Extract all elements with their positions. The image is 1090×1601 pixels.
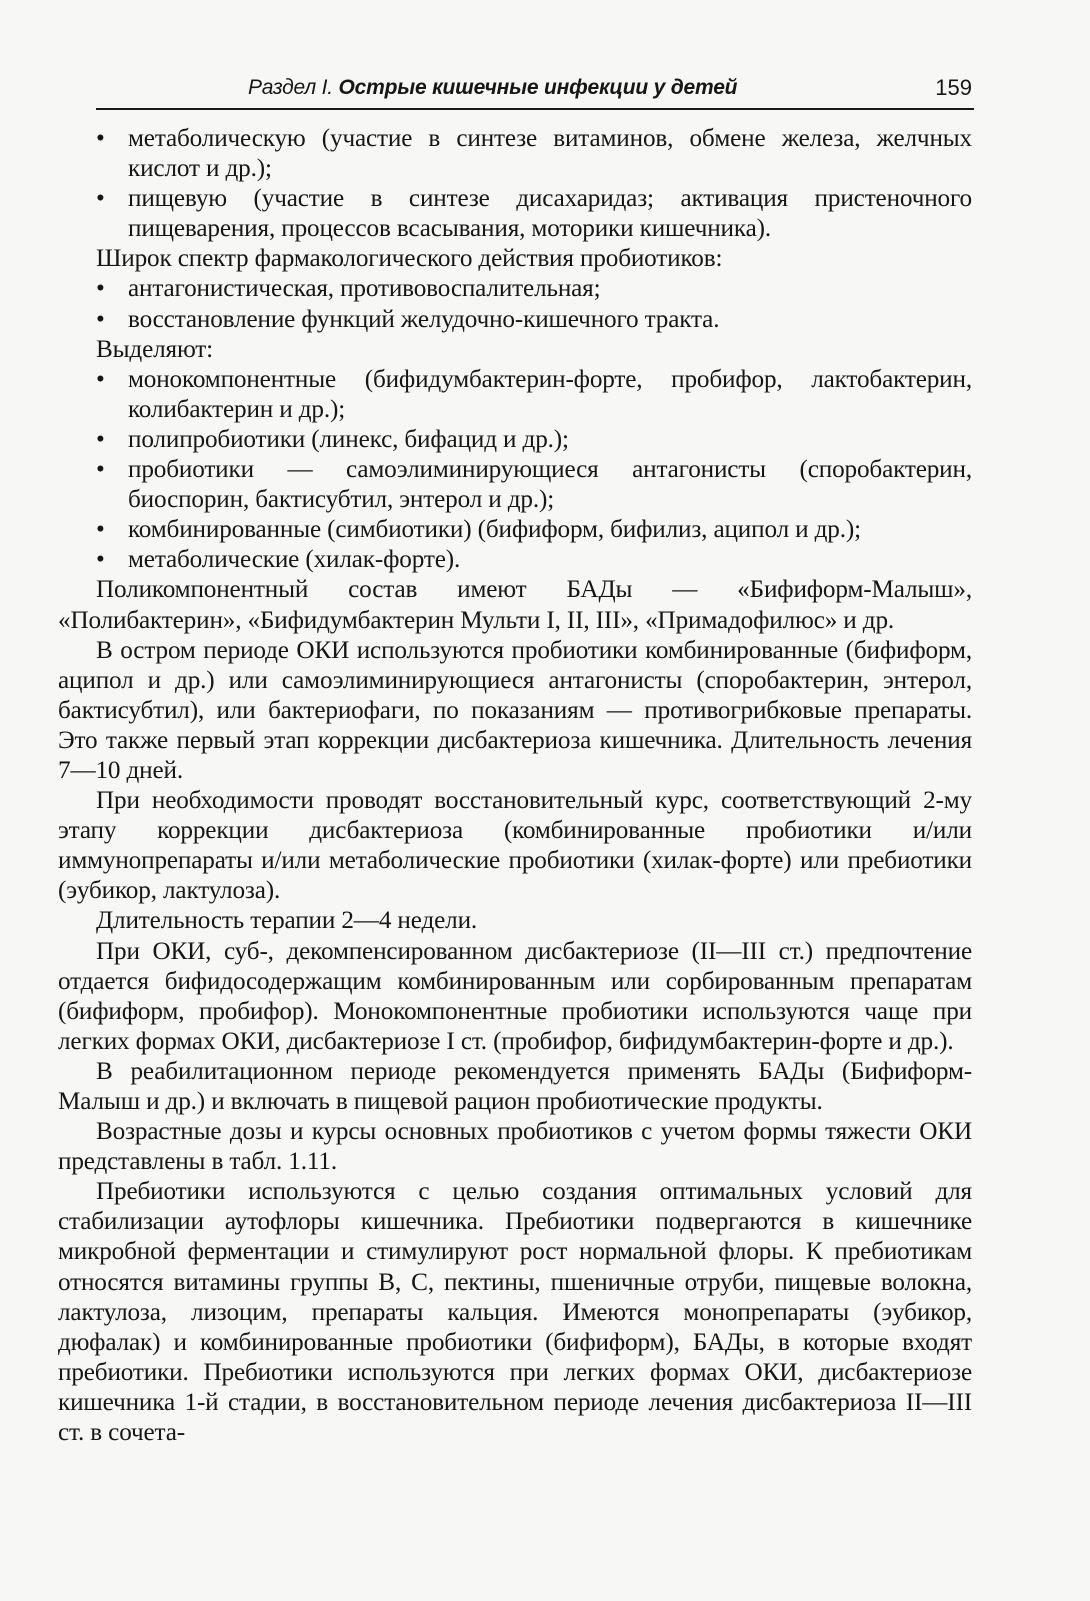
paragraph: Выделяют: (96, 335, 214, 363)
running-header (96, 72, 974, 110)
bullet-item: • метаболические (хилак-форте). (58, 545, 972, 575)
section-label: Раздел I. (248, 76, 333, 99)
paragraph: При ОКИ, суб-, декомпенсированном дисбактериозе (II—III ст.) предпочтение отдается бифидосодержащим комбинированным или сорбированным препаратам (бифиформ, пробифор). Монокомпонентные пробиотики используются чаще при легких формах ОКИ, дисбактериозе I ст. (пробифор, бифидумбактерин-форте и др.). (58, 937, 972, 1055)
paragraph: Широк спектр фармакологического действия пробиотиков: (96, 245, 723, 273)
bullet-item: • комбинированные (симбиотики) (бифиформ, бифилиз, аципол и др.); (58, 515, 972, 545)
page-number: 159 (935, 75, 972, 100)
bullet-item: • метаболическую (участие в синтезе витаминов, обмене железа, желчных кислот и др.); (58, 124, 972, 184)
header-title (248, 76, 737, 100)
paragraph: Пребиотики используются с целью создания оптимальных условий для стабилизации аутофлоры кишечника. Пребиотики подвергаются в кишечнике микробной ферментации и стимулируют рост нормальной флоры. К пребиотикам относятся витамины группы В, С, пектины, пшеничные отруби, пищевые волокна, лактулоза, лизоцим, препараты кальция. Имеются монопрепараты (эубикор, дюфалак) и комбинированные пробиотики (бифиформ), БАДы, в которые входят пребиотики. Пребиотики используются при легких формах ОКИ, дисбактериозе кишечника 1-й стадии, в восстановительном периоде лечения дисбактериоза II—III ст. в сочета- (58, 1178, 972, 1447)
paragraph: Возрастные дозы и курсы основных пробиотиков с учетом формы тяжести ОКИ представлены в табл. 1.11. (58, 1118, 972, 1176)
paragraph: В остром периоде ОКИ используются пробиотики комбинированные (бифиформ, аципол и др.) или самоэлиминирующиеся антагонисты (споробактерин, энтерол, бактисубтил), или бактериофаги, по показаниям — противогрибковые препараты. Это также первый этап коррекции дисбактериоза кишечника. Длительность лечения 7—10 дней. (58, 636, 972, 784)
bullet-item: • восстановление функций желудочно-кишечного тракта. (58, 305, 972, 335)
paragraph: При необходимости проводят восстановительный курс, соответствующий 2-му этапу коррекции дисбактериоза (комбинированные пробиотики и/или иммунопрепараты и/или метаболические пробиотики (хилак-форте) или пребиотики (эубикор, лактулоза). (58, 787, 972, 905)
bullet-item: • пищевую (участие в синтезе дисахаридаз; активация пристеночного пищеварения, процессов всасывания, моторики кишечника). (58, 184, 972, 244)
body-text (58, 124, 972, 1448)
bullet-item: • антагонистическая, противовоспалительная; (58, 274, 972, 304)
bullet-item: • полипробиотики (линекс, бифацид и др.); (58, 425, 972, 455)
paragraph: Длительность терапии 2—4 недели. (96, 907, 478, 935)
bullet-item: • монокомпонентные (бифидумбактерин-форте, пробифор, лактобактерин, колибактерин и др.); (58, 365, 972, 425)
chapter-title: Острые кишечные инфекции у детей (338, 76, 738, 99)
paragraph: В реабилитационном периоде рекомендуется применять БАДы (Бифиформ-Малыш и др.) и включать в пищевой рацион пробиотические продукты. (58, 1057, 972, 1115)
bullet-item: • пробиотики — самоэлиминирующиеся антагонисты (споробактерин, биоспорин, бактисубтил, энтерол и др.); (58, 455, 972, 515)
paragraph: Поликомпонентный состав имеют БАДы — «Бифиформ-Малыш», «Полибактерин», «Бифидумбактерин Мульти I, II, III», «Примадофилюс» и др. (58, 576, 972, 634)
